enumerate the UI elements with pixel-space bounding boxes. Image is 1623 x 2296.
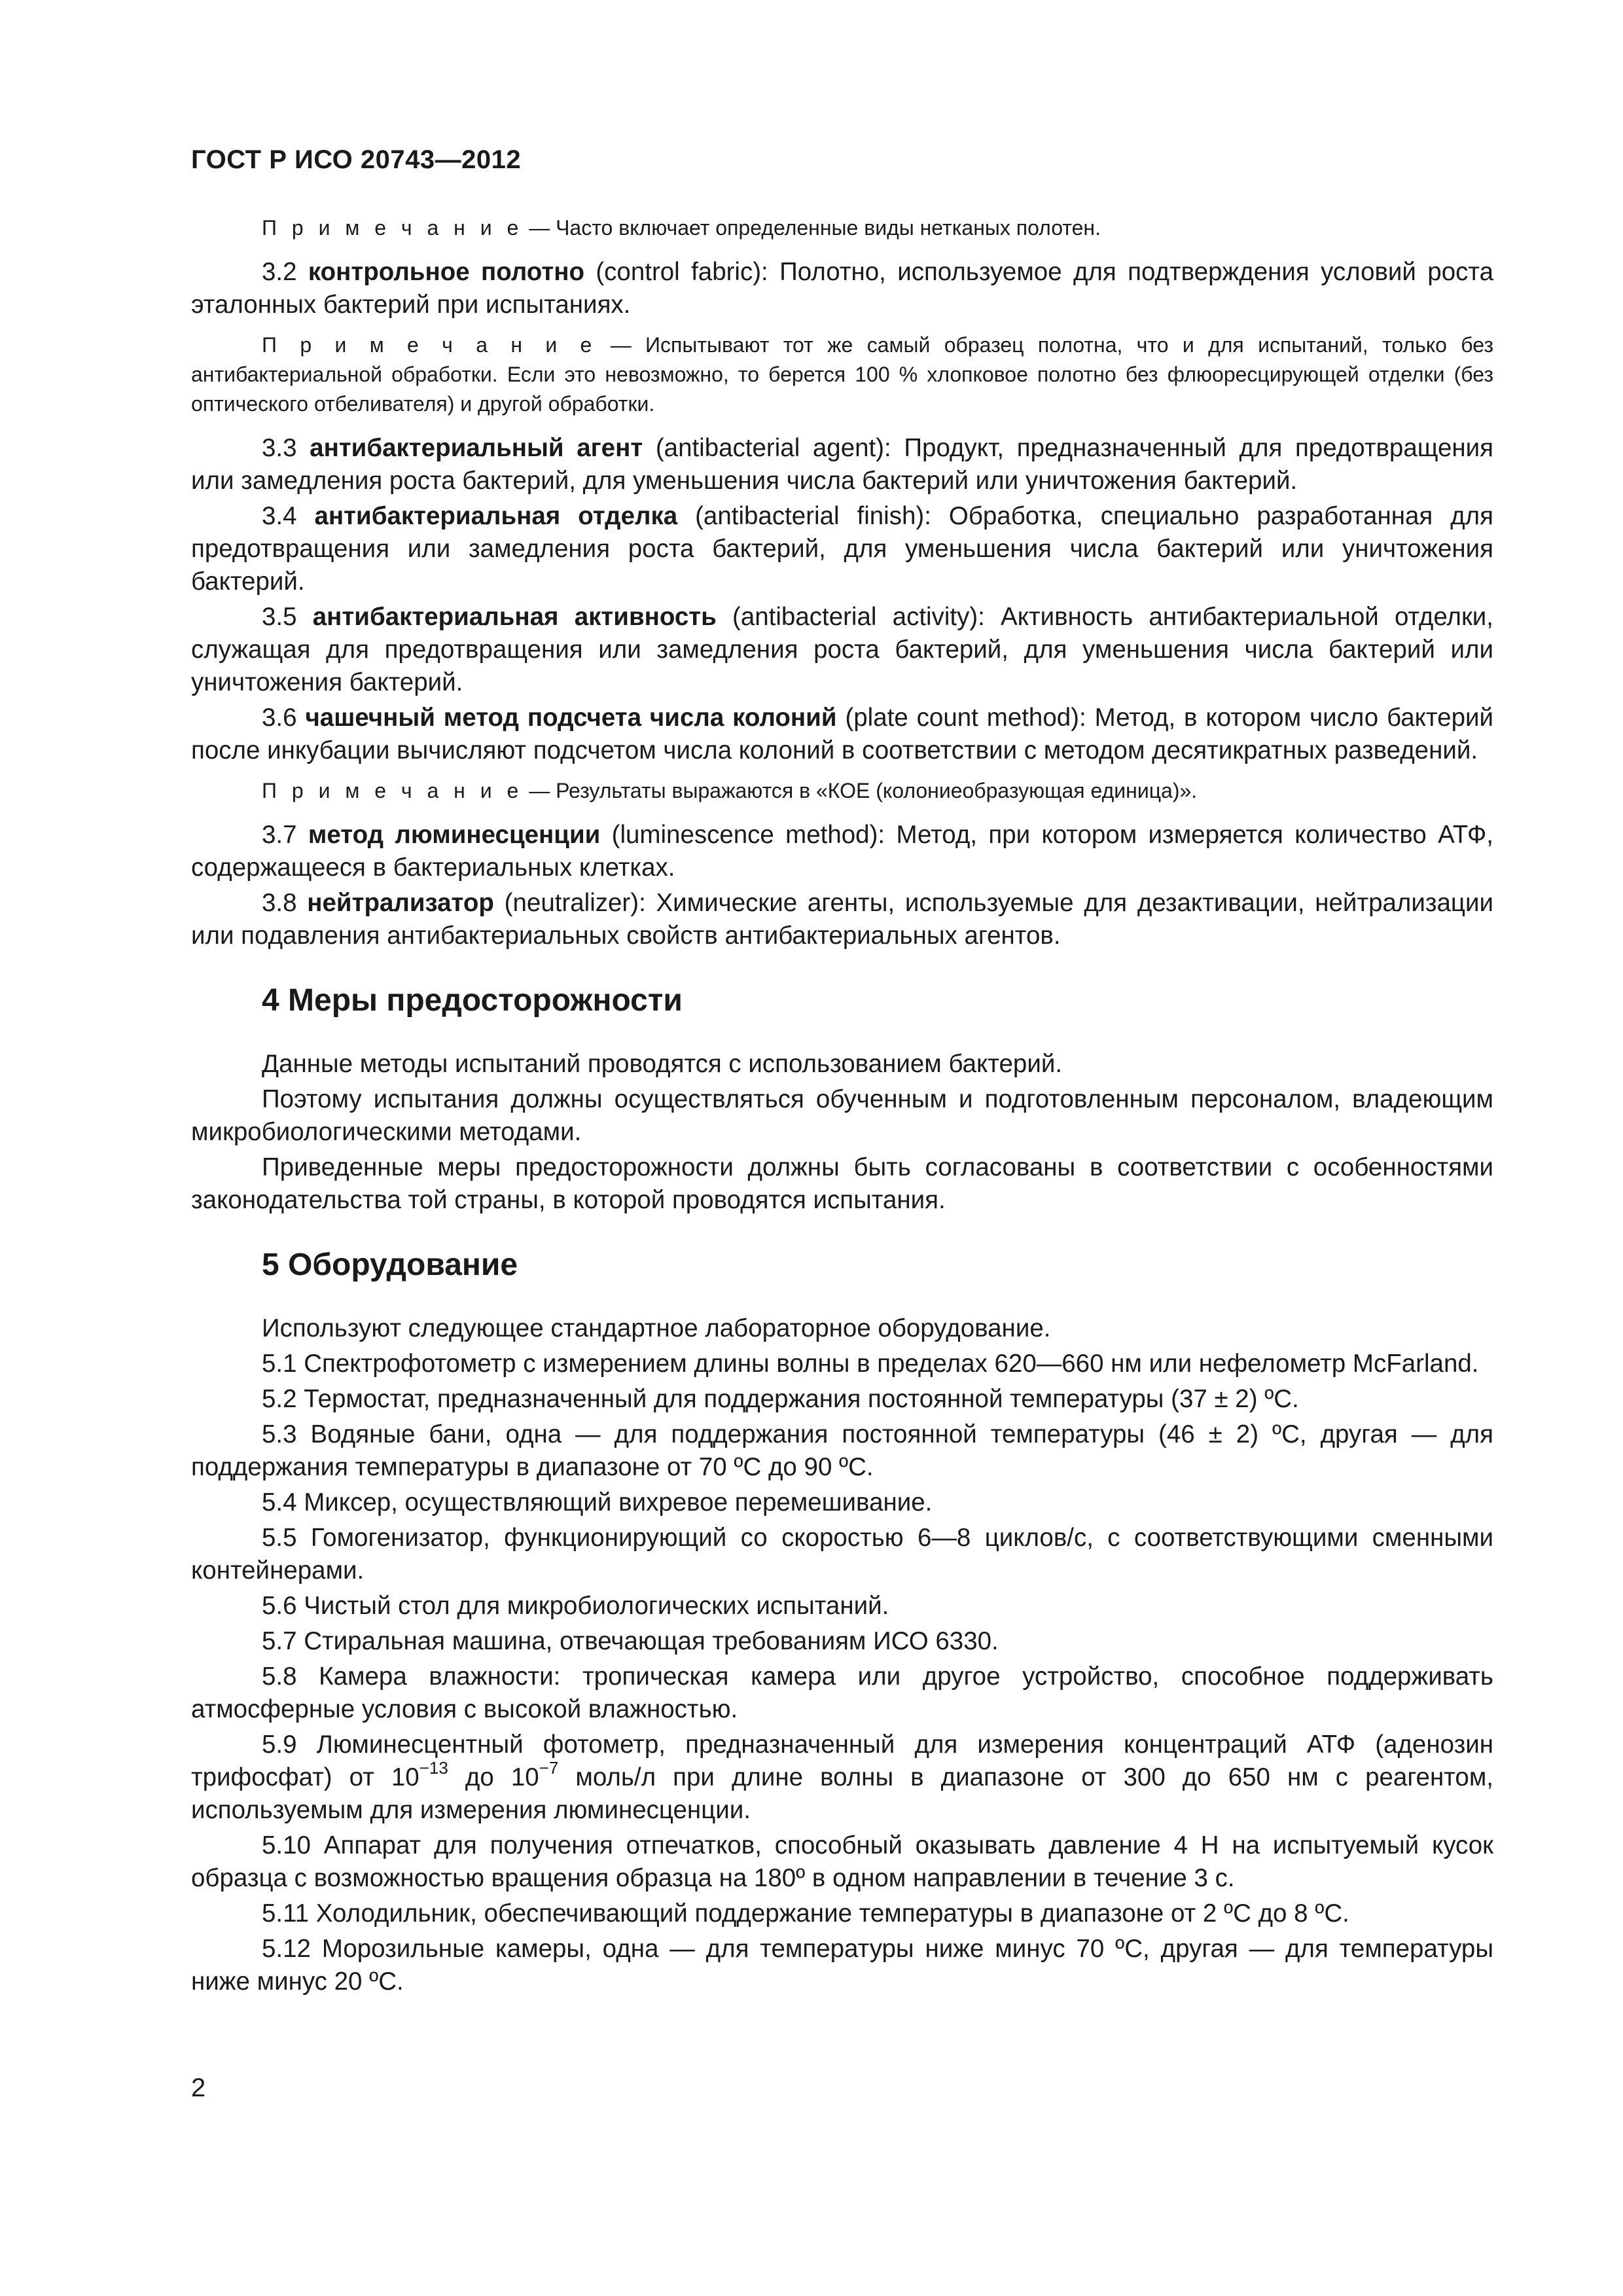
note-label: П р и м е ч а н и е <box>262 333 597 357</box>
paragraph: Используют следующее стандартное лабораторное оборудование. <box>262 1314 1051 1342</box>
equipment-item: 5.10 Аппарат для получения отпечатков, способный оказывать давление 4 Н на испытуемый кусок образца с возможностью вращения образца на 180º в одном направлении в течение 3 с. <box>191 1831 1493 1892</box>
definition-text: (control fabric): Полотно, используемое для подтверждения условий роста эталонных бактерий при испытаниях. <box>191 258 1493 319</box>
note-label: П р и м е ч а н и е <box>262 216 524 240</box>
equipment-item: 5.12 Морозильные камеры, одна — для температуры ниже минус 70 ºC, другая — для температуры ниже минус 20 ºC. <box>191 1935 1493 1996</box>
section-5-heading: 5 Оборудование <box>262 1247 518 1282</box>
equipment-item: 5.3 Водяные бани, одна — для поддержания постоянной температуры (46 ± 2) ºC, другая — для поддержания температуры в диапазоне от 70 ºC до 90 ºC. <box>191 1420 1493 1481</box>
note-text: — Испытывают тот же самый образец полотна, что и для испытаний, только без антибактериальной обработки. Если это невозможно, то берется 100 % хлопковое полотно без флюоресцирующей отделки (без оптического отбеливателя) и другой обработки. <box>191 333 1494 416</box>
definition-number: 3.8 <box>262 889 308 917</box>
definition-text: (neutralizer): Химические агенты, используемые для дезактивации, нейтрализации или подавления антибактериальных свойств антибактериальных агентов. <box>191 889 1493 950</box>
equipment-item: 5.8 Камера влажности: тропическая камера или другое устройство, способное поддерживать атмосферные условия с высокой влажностью. <box>191 1662 1493 1723</box>
note <box>191 776 1493 806</box>
definition-term: антибактериальная отделка <box>314 502 678 530</box>
section-4-heading: 4 Меры предосторожности <box>262 983 683 1018</box>
definition <box>191 601 1493 699</box>
equipment-item: 5.7 Стиральная машина, отвечающая требованиям ИСО 6330. <box>262 1627 999 1655</box>
definition <box>191 819 1493 884</box>
superscript: −7 <box>539 1758 559 1778</box>
definition <box>191 256 1493 321</box>
definition-term: контрольное полотно <box>308 258 584 286</box>
definition-number: 3.7 <box>262 821 308 849</box>
paragraph: Поэтому испытания должны осуществляться обученным и подготовленным персоналом, владеющим микробиологическими методами. <box>191 1085 1493 1146</box>
equipment-item <box>191 1729 1493 1827</box>
definition-term: чашечный метод подсчета числа колоний <box>305 704 837 732</box>
definition-term: антибактериальная активность <box>312 603 717 631</box>
page-number: 2 <box>191 2073 206 2102</box>
definition-number: 3.5 <box>262 603 313 631</box>
definition-term: нейтрализатор <box>307 889 494 917</box>
equipment-item: 5.11 Холодильник, обеспечивающий поддержание температуры в диапазоне от 2 ºC до 8 ºC. <box>262 1899 1349 1928</box>
note <box>191 213 1493 243</box>
equipment-item: 5.6 Чистый стол для микробиологических испытаний. <box>262 1592 889 1620</box>
definition-text: (antibacterial activity): Активность антибактериальной отделки, служащая для предотвращения или замедления роста бактерий, для уменьшения числа бактерий или уничтожения бактерий. <box>191 603 1493 696</box>
definition-number: 3.6 <box>262 704 306 732</box>
equipment-item: 5.1 Спектрофотометр с измерением длины волны в пределах 620—660 нм или нефелометр McFarland. <box>262 1350 1479 1378</box>
note-text: — Результаты выражаются в «КОЕ (колониеобразующая единица)». <box>523 779 1198 802</box>
definition <box>191 887 1493 952</box>
note-label: П р и м е ч а н и е <box>262 779 524 802</box>
equipment-item: 5.2 Термостат, предназначенный для поддержания постоянной температуры (37 ± 2) ºC. <box>262 1385 1299 1413</box>
definition-term: метод люминесценции <box>308 821 601 849</box>
definition <box>191 500 1493 598</box>
definition-term: антибактериальный агент <box>310 434 643 462</box>
definition-number: 3.2 <box>262 258 308 286</box>
definition <box>191 432 1493 497</box>
paragraph: Данные методы испытаний проводятся с использованием бактерий. <box>262 1050 1063 1078</box>
equipment-item: 5.4 Миксер, осуществляющий вихревое перемешивание. <box>262 1488 933 1516</box>
definition-text: (antibacterial agent): Продукт, предназначенный для предотвращения или замедления роста бактерий, для уменьшения числа бактерий или уничтожения бактерий. <box>191 434 1493 495</box>
page-content <box>191 204 1493 2001</box>
definition-text: (luminescence method): Метод, при котором измеряется количество АТФ, содержащееся в бактериальных клетках. <box>191 821 1494 882</box>
note-text: — Часто включает определенные виды нетканых полотен. <box>523 216 1101 240</box>
definition-text: (plate count method): Метод, в котором число бактерий после инкубации вычисляют подсчетом числа колоний в соответствии с методом десятикратных разведений. <box>191 704 1493 764</box>
item-text: до 10 <box>448 1763 539 1791</box>
definition <box>191 702 1493 767</box>
definition-text: (antibacterial finish): Обработка, специально разработанная для предотвращения или замедления роста бактерий, для уменьшения числа бактерий или уничтожения бактерий. <box>191 502 1493 596</box>
equipment-item: 5.5 Гомогенизатор, функционирующий со скоростью 6—8 циклов/с, с соответствующими сменными контейнерами. <box>191 1524 1493 1585</box>
item-text: 5.9 Люминесцентный фотометр, предназначенный для измерения концентраций АТФ (аденозин трифосфат) от 10 <box>191 1731 1493 1791</box>
superscript: −13 <box>419 1758 448 1778</box>
definition-number: 3.3 <box>262 434 310 462</box>
item-text: моль/л при длине волны в диапазоне от 300 до 650 нм с реагентом, используемым для измерения люминесценции. <box>191 1763 1493 1824</box>
note <box>191 331 1493 419</box>
paragraph: Приведенные меры предосторожности должны быть согласованы в соответствии с особенностями законодательства той страны, в которой проводятся испытания. <box>191 1153 1493 1214</box>
page-header-doc-id: ГОСТ Р ИСО 20743—2012 <box>191 145 522 174</box>
definition-number: 3.4 <box>262 502 315 530</box>
